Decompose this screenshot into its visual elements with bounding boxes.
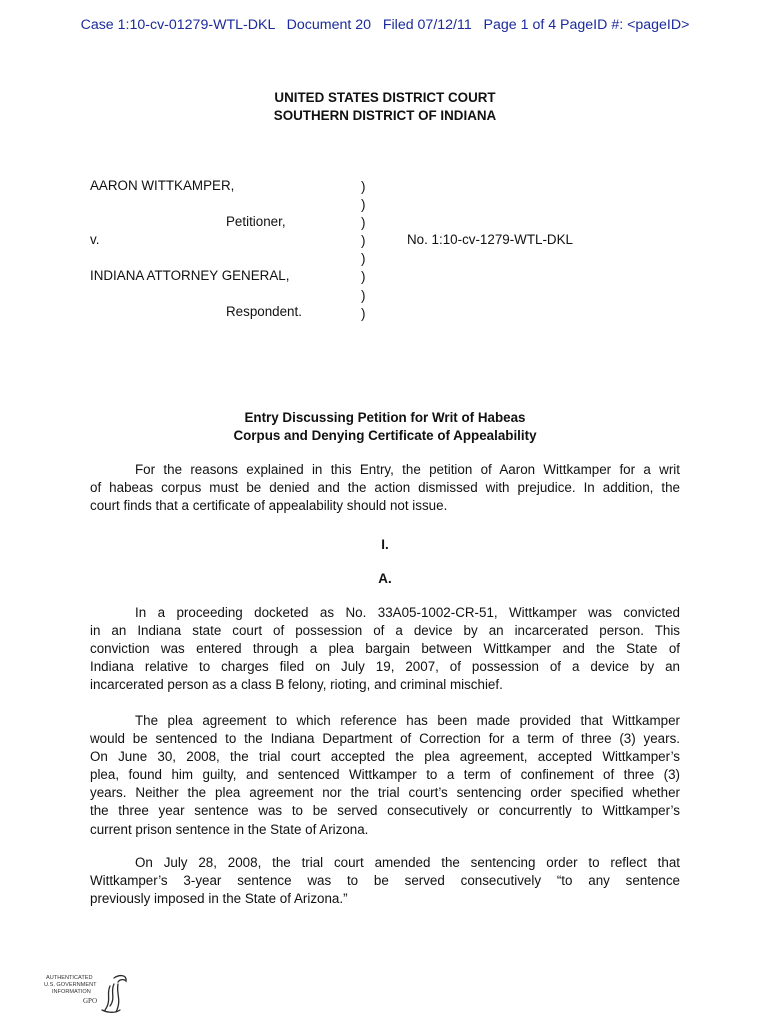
paragraph-line: On July 28, 2008, the trial court amended the sentencing order to reflect that xyxy=(135,855,680,870)
intro-paragraph xyxy=(90,461,680,515)
section-heading-a: A. xyxy=(378,571,392,586)
paragraph-line: would be sentenced to the Indiana Department of Correction for a term of three (3) years. xyxy=(90,731,680,747)
paragraph-line: current prison sentence in the State of Arizona. xyxy=(90,821,369,837)
paren: ) xyxy=(361,179,366,194)
court-line-1: UNITED STATES DISTRICT COURT xyxy=(274,90,496,105)
paragraph-line: years. Neither the plea agreement nor the trial court’s sentencing order specified whether xyxy=(90,785,680,801)
gpo-text-gpo: GPO xyxy=(83,997,98,1005)
paragraph-line: For the reasons explained in this Entry, the petition of Aaron Wittkamper for a writ xyxy=(135,462,680,477)
paren: ) xyxy=(361,269,366,285)
gpo-text-government: U.S. GOVERNMENT xyxy=(44,982,97,988)
caption-parens xyxy=(361,178,365,323)
entry-title xyxy=(0,409,770,445)
paragraph-3 xyxy=(90,854,680,908)
paragraph-line: of habeas corpus must be denied and the action dismissed with prejudice. In addition, the xyxy=(90,480,680,496)
paren: ) xyxy=(361,215,366,231)
paragraph-line: court finds that a certificate of appealability should not issue. xyxy=(90,498,448,514)
petitioner-role: Petitioner, xyxy=(226,214,286,229)
court-name xyxy=(0,89,770,125)
section-heading-i: I. xyxy=(381,537,389,552)
paragraph-line: previously imposed in the State of Arizona.” xyxy=(90,891,348,907)
respondent-name: INDIANA ATTORNEY GENERAL, xyxy=(90,268,290,283)
paragraph-line: On June 30, 2008, the trial court accepted the plea agreement, accepted Wittkamper’s xyxy=(90,749,680,765)
title-line-1: Entry Discussing Petition for Writ of Habeas xyxy=(244,410,526,425)
document-header: Case 1:10-cv-01279-WTL-DKL Document 20 Filed 07/12/11 Page 1 of 4 PageID #: <pageID> xyxy=(80,17,690,33)
paren: ) xyxy=(361,197,366,213)
eagle-icon xyxy=(102,976,126,1013)
petitioner-name: AARON WITTKAMPER, xyxy=(90,178,235,193)
paren: ) xyxy=(361,251,366,267)
paren: ) xyxy=(361,233,366,249)
versus: v. xyxy=(90,232,100,247)
gpo-text-information: INFORMATION xyxy=(52,989,91,995)
paragraph-line: in an Indiana state court of possession of a device by an incarcerated person. This xyxy=(90,623,680,639)
paragraph-line: The plea agreement to which reference has been made provided that Wittkamper xyxy=(135,713,680,728)
paragraph-line: In a proceeding docketed as No. 33A05-1002-CR-51, Wittkamper was convicted xyxy=(135,605,680,620)
paragraph-line: conviction was entered through a plea bargain between Wittkamper and the State of xyxy=(90,641,680,657)
court-line-2: SOUTHERN DISTRICT OF INDIANA xyxy=(273,108,497,123)
paragraph-line: incarcerated person as a class B felony, rioting, and criminal mischief. xyxy=(90,677,503,693)
case-number: No. 1:10-cv-1279-WTL-DKL xyxy=(407,232,573,247)
gpo-text-authenticated: AUTHENTICATED xyxy=(46,975,93,981)
respondent-role: Respondent. xyxy=(226,304,302,319)
paragraph-line: the three year sentence was to be served consecutively or concurrently to Wittkamper’s xyxy=(90,803,680,819)
paragraph-line: plea, found him guilty, and sentenced Wittkamper to a term of confinement of three (3) xyxy=(90,767,680,783)
paragraph-line: Indiana relative to charges filed on July 19, 2007, of possession of a device by an xyxy=(90,659,680,675)
paren: ) xyxy=(361,287,366,303)
paren: ) xyxy=(361,305,366,321)
paragraph-line: Wittkamper’s 3-year sentence was to be served consecutively “to any sentence xyxy=(90,873,680,889)
title-line-2: Corpus and Denying Certificate of Appealability xyxy=(233,428,537,443)
paragraph-1 xyxy=(90,604,680,694)
paragraph-2 xyxy=(90,712,680,839)
gpo-authentication-seal xyxy=(44,970,134,1016)
